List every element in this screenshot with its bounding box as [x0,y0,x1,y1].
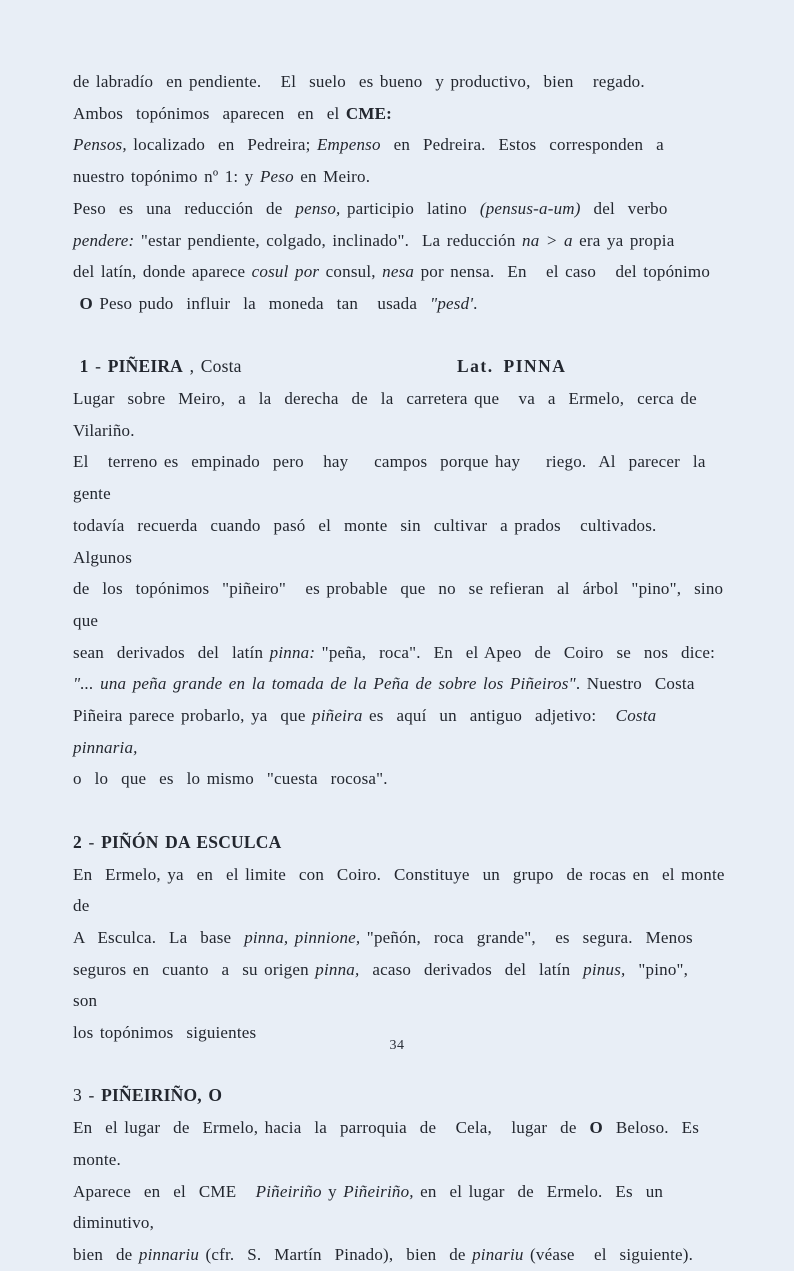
text-run: "peñón, roca grande", es segura. Menos [360,927,693,947]
text-run: "peña, roca". En el Apeo de Coiro se nos dice: [315,642,716,662]
text-line [73,161,725,193]
italic-run: pinus, [583,959,626,979]
text-run: localizado en Pedreira; [126,135,317,155]
text-run: nuestro topónimo nº 1: y [73,167,260,187]
italic-run: Empenso [316,135,381,155]
text-run: consul, [319,262,383,282]
text-run: participio latino [340,198,480,218]
text-run: del latín, donde aparece [73,262,252,282]
text-line [73,256,725,288]
text-run: (véase el siguiente). [523,1244,694,1264]
heading-latin-form [457,351,566,383]
bold-run: O [79,293,93,313]
text-run: Peso pudo influir la moneda tan usada [92,293,431,313]
italic-run: penso, [295,198,341,218]
text-line [73,859,738,922]
text-run: A Esculca. La base [73,927,245,947]
text-run: Peso es una reducción de [73,198,296,218]
bold-run: O [589,1118,603,1138]
text-run: El terreno es empinado pero hay campos porque hay riego. Al parecer la gente [73,452,719,504]
text-run: sean derivados del latín [73,642,270,662]
italic-run: pinna: [269,642,316,662]
text-run: 3 - [73,1085,102,1106]
bold-run: Lat. PINNA [457,356,567,377]
page-number: 34 [389,1038,405,1053]
italic-run: pinna, [315,959,360,979]
text-line [73,288,725,320]
text-run: , Costa [183,356,242,377]
text-run: es aquí un antiguo adjetivo: [362,706,616,726]
text-run: bien de [73,1244,139,1264]
text-run: o lo que es lo mismo "cuesta rocosa". [73,769,388,789]
heading-left [73,356,242,376]
text-run: Ambos topónimos aparecen en el [73,103,346,123]
text-run: todavía recuerda cuando pasó el monte sin cultivar a prados cultivados. Algunos [73,515,669,567]
text-run: del verbo [580,198,668,218]
text-line [73,383,725,446]
text-line [73,637,725,669]
italic-run: pendere: [73,230,135,250]
text-run: de los topónimos "piñeiro" es probable que no se refieran al árbol "pino", sino que [73,579,737,630]
italic-run: piñeira [312,706,363,726]
text-line [73,446,725,509]
text-run: (cfr. S. Martín Pinado), bien de [199,1244,473,1264]
italic-run: cosul por [251,262,320,282]
text-run: "estar pendiente, colgado, inclinado". La reducción [134,230,523,250]
text-run: en Pedreira. Estos corresponden a [380,135,664,155]
text-run: - [81,831,102,852]
text-run: . [473,293,478,313]
text-run: acaso derivados del latín [359,959,584,979]
bold-run: PIÑÓN DA ESCULCA [101,831,282,852]
text-run: los topónimos siguientes [73,1023,257,1043]
text-line [73,225,725,257]
italic-run: Pensos, [73,135,127,155]
italic-run: pinariu [472,1244,524,1264]
bold-run: PIÑEIRA [107,356,184,377]
text-run: por nensa. En el caso del topónimo [414,262,711,282]
text-line [73,1239,725,1271]
text-run: Lugar sobre Meiro, a la derecha de la carretera que va a Ermelo, cerca de Vilariño. [73,389,710,440]
italic-run: Piñeiriño [255,1181,322,1201]
text-line [73,129,725,161]
bold-run: 1 [79,356,89,377]
bold-run: CME: [345,103,392,123]
text-line [73,573,737,636]
text-run: en Meiro. [293,167,371,187]
italic-run: "... una peña grande en la tomada de la Peña de sobre los Piñeiros" [73,674,576,694]
text-line [73,1176,725,1239]
text-line [73,763,725,795]
italic-run: Piñeiriño, [343,1181,414,1201]
text-run: En Ermelo, ya en el limite con Coiro. Constituye un grupo de rocas en el monte de [73,864,738,916]
text-run: "pino", son [73,959,702,1011]
italic-run: pinnariu [138,1244,200,1264]
section-heading [73,1080,725,1112]
text-line [73,700,725,763]
text-run: seguros en cuanto a su origen [73,959,316,979]
text-run: - [88,356,108,377]
text-run: era ya propia [572,230,675,250]
text-run [73,356,80,376]
text-line [73,1112,725,1175]
section-heading [73,351,725,383]
text-line [73,668,725,700]
text-run: . Nuestro Costa [575,674,695,694]
blank-line [73,795,725,827]
text-run: Beloso. Es monte. [73,1118,719,1169]
italic-run: pinna, pinnione, [244,927,361,947]
text-line [73,510,725,573]
text-line [73,66,725,98]
text-run: y [321,1181,344,1201]
text-line [73,954,725,1017]
text-column [73,66,738,1271]
text-run: de labradío en pendiente. El suelo es bueno y productivo, bien regado. [73,72,645,91]
italic-run: Peso [259,167,294,187]
bold-run: 2 [73,831,82,852]
bold-run: PIÑEIRIÑO, O [101,1085,223,1106]
italic-run: (pensus-a-um) [479,198,581,218]
text-run: en el lugar de Ermelo. Es un diminutivo, [73,1181,677,1233]
text-run: En el lugar de Ermelo, hacia la parroquia de Cela, lugar de [73,1118,590,1138]
text-run: Aparece en el CME [73,1181,256,1201]
italic-run: nesa [382,262,415,282]
italic-run: "pesd' [430,293,474,313]
blank-line [73,320,725,352]
section-heading [73,827,725,859]
text-line [73,98,725,130]
italic-run: Costa pinnaria, [73,706,663,757]
text-line [73,922,725,954]
text-line [73,193,725,225]
italic-run: na > a [522,230,573,250]
text-run: Piñeira parece probarlo, ya que [73,706,313,726]
